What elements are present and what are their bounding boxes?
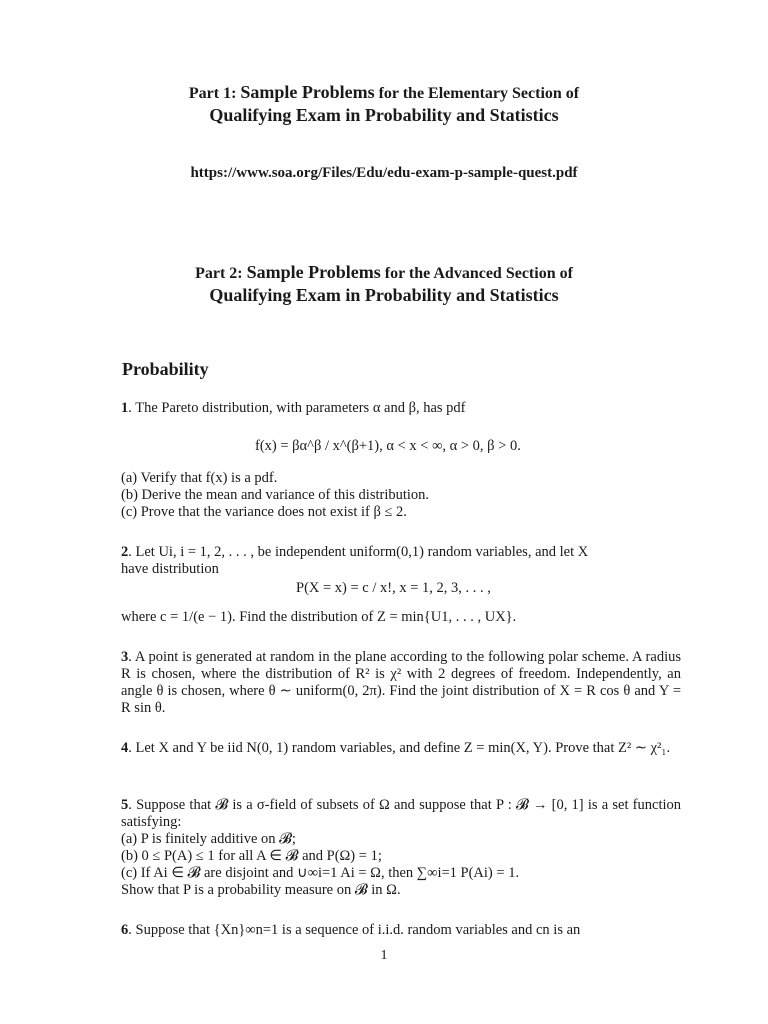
- problem-5: [121, 797, 681, 899]
- problem-1-part-b: (b) Derive the mean and variance of this distribution.: [121, 487, 430, 503]
- part1-emph: Sample Problems: [240, 82, 375, 102]
- problem-6-text: . Suppose that {Xn}∞n=1 is a sequence of i.i.d. random variables and cn is an: [128, 922, 581, 938]
- problem-6-number: 6: [121, 922, 129, 938]
- problem-5-part-a: (a) P is finitely additive on 𝓑;: [121, 831, 296, 847]
- problem-3-text: . A point is generated at random in the plane according to the following polar scheme. A radius R is chosen, where the distribution of R² is χ² with 2 degrees of freedom. Independently, an angle θ is chosen, where θ ∼ uniform(0, 2π). Find the joint distribution of X = R cos θ and Y = R sin θ.: [121, 649, 681, 716]
- problem-5-part-c: (c) If Ai ∈ 𝓑 are disjoint and ∪∞i=1 Ai = Ω, then ∑∞i=1 P(Ai) = 1.: [121, 865, 520, 881]
- page-number: 1: [380, 948, 388, 963]
- problem-6: [121, 922, 681, 939]
- problem-5-part-b: (b) 0 ≤ P(A) ≤ 1 for all A ∈ 𝓑 and P(Ω) = 1;: [121, 848, 382, 864]
- problem-1-number: 1: [121, 400, 129, 416]
- problem-2-formula-text: P(X = x) = c / x!, x = 1, 2, 3, . . . ,: [296, 579, 491, 596]
- problem-1-part-a: (a) Verify that f(x) is a pdf.: [121, 470, 278, 486]
- problem-1-formula: [255, 428, 521, 464]
- problem-3-number: 3: [121, 649, 129, 665]
- part1-heading-line1: [0, 82, 768, 103]
- problem-2-number: 2: [121, 544, 129, 560]
- problem-5-number: 5: [121, 797, 129, 813]
- problem-4-text: . Let X and Y be iid N(0, 1) random variables, and define Z = min(X, Y). Prove that Z² ∼ χ²₁.: [128, 740, 671, 756]
- problem-1-intro-text: . The Pareto distribution, with parameters α and β, has pdf: [128, 400, 466, 416]
- problem-3: [121, 649, 681, 717]
- problem-1-formula-text: f(x) = βα^β / x^(β+1), α < x < ∞, α > 0, β > 0.: [255, 437, 521, 454]
- problem-2-line2: have distribution: [121, 561, 219, 577]
- problem-2-formula: [296, 572, 491, 604]
- part1-heading: [0, 82, 768, 126]
- part1-heading-line2: Qualifying Exam in Probability and Statistics: [209, 105, 559, 125]
- part1-suffix: for the Elementary Section of: [378, 85, 580, 102]
- reference-url: https://www.soa.org/Files/Edu/edu-exam-p-sample-quest.pdf: [190, 165, 578, 181]
- problem-2-line1: . Let Ui, i = 1, 2, . . . , be independent uniform(0,1) random variables, and let X: [128, 544, 589, 560]
- part2-suffix: for the Advanced Section of: [384, 265, 573, 282]
- problem-4-number: 4: [121, 740, 129, 756]
- part2-heading-line1: [0, 262, 768, 283]
- problem-4: [121, 740, 681, 757]
- problem-5-intro: . Suppose that 𝓑 is a σ-field of subsets of Ω and suppose that P : 𝓑 → [0, 1] is a set function satisfying:: [121, 797, 681, 830]
- problem-1-part-c: (c) Prove that the variance does not exist if β ≤ 2.: [121, 504, 407, 520]
- part2-heading: [0, 262, 768, 306]
- problem-5-conclusion: Show that P is a probability measure on 𝓑 in Ω.: [121, 882, 401, 898]
- part1-prefix: Part 1:: [188, 85, 237, 102]
- part2-heading-line2: Qualifying Exam in Probability and Statistics: [209, 285, 559, 305]
- problem-1-intro: [121, 400, 681, 417]
- problem-1-parts: [121, 470, 681, 521]
- problem-2-line3: where c = 1/(e − 1). Find the distribution of Z = min{U1, . . . , UX}.: [121, 609, 517, 625]
- section-title: Probability: [122, 359, 209, 379]
- part2-prefix: Part 2:: [195, 265, 243, 282]
- part2-emph: Sample Problems: [246, 262, 381, 282]
